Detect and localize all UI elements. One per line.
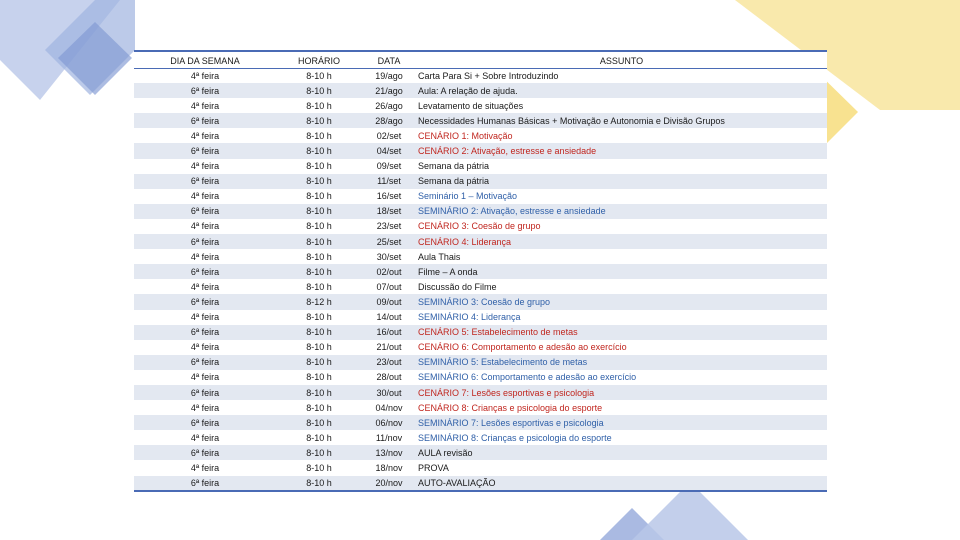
cell-hour: 8-10 h — [306, 447, 332, 458]
cell-date: 16/out — [376, 327, 402, 338]
table-row — [134, 445, 827, 460]
cell-topic: PROVA — [418, 462, 449, 473]
cell-day: 6ª feira — [190, 387, 220, 398]
cell-topic: CENÁRIO 8: Crianças e psicologia do esporte — [418, 402, 603, 413]
cell-date: 04/nov — [375, 402, 403, 413]
cell-date: 11/set — [377, 176, 401, 187]
cell-day: 6ª feira — [190, 176, 220, 187]
cell-date: 09/out — [376, 296, 402, 307]
table-row — [134, 355, 827, 370]
cell-topic: SEMINÁRIO 2: Ativação, estresse e ansiedade — [418, 206, 606, 217]
cell-topic: Carta Para Si + Sobre Introduzindo — [418, 70, 559, 81]
cell-date: 18/nov — [375, 462, 403, 473]
cell-topic: CENÁRIO 1: Motivação — [418, 130, 513, 141]
cell-hour: 8-10 h — [306, 221, 332, 232]
table-row — [134, 219, 827, 234]
table-row — [134, 204, 827, 219]
cell-hour: 8-10 h — [306, 327, 332, 338]
cell-hour: 8-10 h — [306, 372, 332, 383]
cell-day: 4ª feira — [190, 100, 220, 111]
cell-date: 26/ago — [375, 100, 403, 111]
table-row — [134, 189, 827, 204]
cell-topic: CENÁRIO 3: Coesão de grupo — [418, 221, 541, 232]
cell-hour: 8-10 h — [306, 312, 332, 323]
cell-date: 09/set — [376, 161, 402, 172]
cell-topic: Semana da pátria — [418, 161, 490, 172]
cell-topic: AUTO-AVALIAÇÃO — [416, 476, 827, 491]
table-row — [134, 68, 827, 83]
cell-date: 19/ago — [375, 70, 403, 81]
cell-date: 06/nov — [375, 417, 403, 428]
cell-hour: 8-10 h — [276, 476, 362, 491]
cell-date: 30/out — [376, 387, 402, 398]
cell-day: 4ª feira — [190, 251, 220, 262]
cell-date: 02/set — [376, 130, 402, 141]
cell-date: 28/ago — [375, 115, 403, 126]
cell-day: 4ª feira — [190, 462, 220, 473]
cell-date: 13/nov — [375, 447, 403, 458]
cell-topic: Semana da pátria — [418, 176, 490, 187]
cell-topic: CENÁRIO 7: Lesões esportivas e psicologia — [418, 387, 595, 398]
header-topic: ASSUNTO — [416, 51, 827, 68]
cell-day: 6ª feira — [190, 327, 220, 338]
cell-hour: 8-10 h — [306, 146, 332, 157]
cell-hour: 8-10 h — [306, 342, 332, 353]
cell-day: 6ª feira — [190, 206, 220, 217]
cell-topic: Seminário 1 – Motivação — [418, 191, 518, 202]
cell-date: 11/nov — [375, 432, 403, 443]
cell-day: 4ª feira — [190, 130, 220, 141]
table-row — [134, 370, 827, 385]
cell-hour: 8-10 h — [306, 251, 332, 262]
cell-hour: 8-10 h — [306, 70, 332, 81]
table-row — [134, 159, 827, 174]
table-row — [134, 249, 827, 264]
cell-day: 6ª feira — [190, 447, 220, 458]
cell-day: 4ª feira — [190, 342, 220, 353]
cell-day: 4ª feira — [190, 161, 220, 172]
cell-topic: Filme – A onda — [418, 266, 478, 277]
cell-day: 4ª feira — [190, 312, 220, 323]
table-row — [134, 113, 827, 128]
cell-hour: 8-10 h — [306, 191, 332, 202]
cell-date: 30/set — [376, 251, 402, 262]
table-row — [134, 174, 827, 189]
cell-hour: 8-10 h — [306, 236, 332, 247]
cell-topic: Aula Thais — [418, 251, 461, 262]
cell-topic: Aula: A relação de ajuda. — [418, 85, 518, 96]
table-row — [134, 279, 827, 294]
cell-topic: AULA revisão — [418, 447, 473, 458]
table-row — [134, 294, 827, 309]
cell-topic: SEMINÁRIO 5: Estabelecimento de metas — [418, 357, 588, 368]
cell-hour: 8-10 h — [306, 100, 332, 111]
cell-date: 04/set — [376, 146, 402, 157]
table-row — [134, 98, 827, 113]
cell-day: 6ª feira — [190, 236, 220, 247]
header-day: DIA DA SEMANA — [134, 51, 276, 68]
table-row — [134, 385, 827, 400]
cell-day: 6ª feira — [190, 115, 220, 126]
table-row — [134, 128, 827, 143]
cell-topic: CENÁRIO 4: Liderança — [418, 236, 512, 247]
table-row — [134, 310, 827, 325]
cell-day: 4ª feira — [190, 281, 220, 292]
cell-hour: 8-10 h — [306, 266, 332, 277]
cell-day: 6ª feira — [190, 146, 220, 157]
cell-day: 4ª feira — [190, 402, 220, 413]
cell-hour: 8-10 h — [306, 115, 332, 126]
cell-topic: SEMINÁRIO 6: Comportamento e adesão ao exercício — [418, 372, 637, 383]
table-row — [134, 83, 827, 98]
cell-topic: Levatamento de situações — [418, 100, 524, 111]
cell-topic: CENÁRIO 5: Estabelecimento de metas — [418, 327, 578, 338]
cell-date: 21/ago — [375, 85, 403, 96]
header-date: DATA — [362, 51, 416, 68]
cell-day: 6ª feira — [190, 357, 220, 368]
cell-hour: 8-10 h — [306, 432, 332, 443]
cell-hour: 8-12 h — [306, 296, 332, 307]
cell-day: 6ª feira — [190, 296, 220, 307]
cell-topic: Discussão do Filme — [418, 281, 497, 292]
cell-hour: 8-10 h — [306, 206, 332, 217]
table-row — [134, 340, 827, 355]
cell-hour: 8-10 h — [306, 462, 332, 473]
cell-hour: 8-10 h — [306, 402, 332, 413]
cell-date: 25/set — [376, 236, 402, 247]
cell-topic: Necessidades Humanas Básicas + Motivação e Autonomia e Divisão Grupos — [418, 115, 725, 126]
cell-day: 6ª feira — [134, 476, 276, 491]
cell-day: 6ª feira — [190, 85, 220, 96]
schedule-table — [134, 50, 827, 492]
table-row — [134, 430, 827, 445]
cell-date: 18/set — [376, 206, 402, 217]
cell-date: 20/nov — [362, 476, 416, 491]
cell-topic: SEMINÁRIO 4: Liderança — [418, 312, 521, 323]
cell-hour: 8-10 h — [306, 176, 332, 187]
cell-hour: 8-10 h — [306, 387, 332, 398]
table-row — [134, 460, 827, 475]
cell-topic: SEMINÁRIO 7: Lesões esportivas e psicologia — [418, 417, 604, 428]
cell-topic: CENÁRIO 2: Ativação, estresse e ansiedade — [418, 146, 597, 157]
cell-hour: 8-10 h — [306, 281, 332, 292]
cell-day: 6ª feira — [190, 266, 220, 277]
cell-date: 02/out — [376, 266, 402, 277]
table-row — [134, 143, 827, 158]
table-header-row — [134, 51, 827, 68]
cell-date: 23/out — [376, 357, 402, 368]
cell-topic: SEMINÁRIO 8: Crianças e psicologia do esporte — [418, 432, 612, 443]
cell-date: 21/out — [376, 342, 402, 353]
cell-hour: 8-10 h — [306, 85, 332, 96]
cell-day: 4ª feira — [190, 372, 220, 383]
cell-date: 14/out — [376, 312, 402, 323]
table-row — [134, 476, 827, 491]
cell-date: 16/set — [376, 191, 402, 202]
cell-hour: 8-10 h — [306, 130, 332, 141]
cell-date: 23/set — [376, 221, 402, 232]
cell-date: 07/out — [376, 281, 402, 292]
cell-day: 4ª feira — [190, 432, 220, 443]
header-hour: HORÁRIO — [276, 51, 362, 68]
cell-topic: CENÁRIO 6: Comportamento e adesão ao exercício — [418, 342, 627, 353]
cell-topic: SEMINÁRIO 3: Coesão de grupo — [418, 296, 551, 307]
cell-date: 28/out — [376, 372, 402, 383]
cell-day: 4ª feira — [190, 191, 220, 202]
cell-day: 4ª feira — [190, 70, 220, 81]
cell-hour: 8-10 h — [306, 357, 332, 368]
table-row — [134, 400, 827, 415]
table-row — [134, 234, 827, 249]
table-row — [134, 415, 827, 430]
cell-hour: 8-10 h — [306, 417, 332, 428]
cell-day: 6ª feira — [190, 417, 220, 428]
cell-day: 4ª feira — [190, 221, 220, 232]
cell-hour: 8-10 h — [306, 161, 332, 172]
table-row — [134, 325, 827, 340]
table-row — [134, 264, 827, 279]
